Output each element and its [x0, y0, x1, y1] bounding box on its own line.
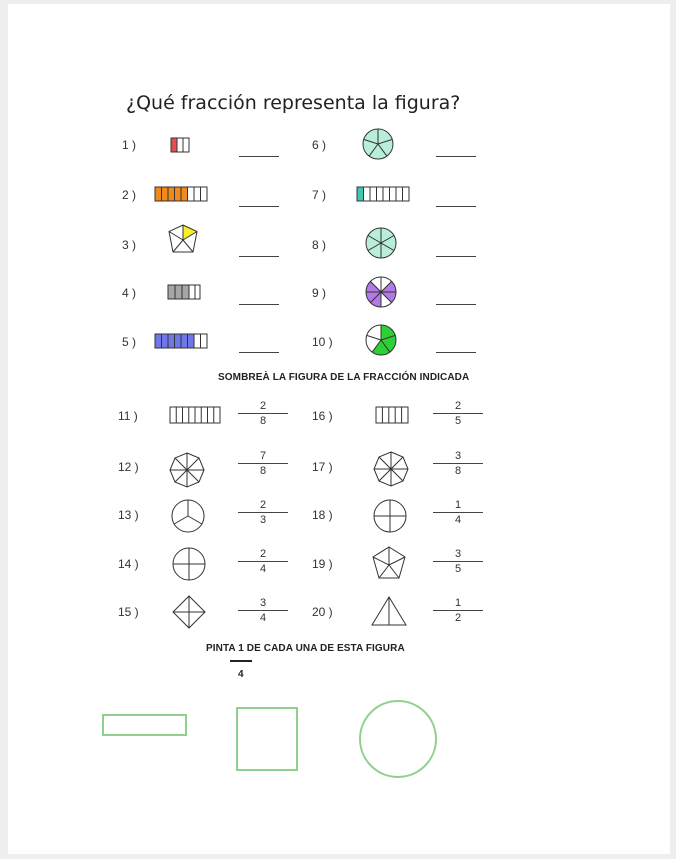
item-label-8: 8 ) — [312, 238, 327, 252]
fraction-17 — [433, 450, 483, 477]
numerator: 7 — [259, 450, 267, 462]
numerator: 3 — [454, 548, 462, 560]
item-label-18: 18 ) — [312, 508, 333, 522]
figure-7-rectangle — [357, 187, 409, 201]
figure-2-rectangle — [155, 187, 207, 201]
paint-circle[interactable] — [360, 701, 436, 777]
figure-1-rectangle — [171, 138, 189, 152]
numerator: 2 — [454, 400, 462, 412]
figure-11-rectangle[interactable] — [170, 407, 220, 423]
figure-15-diamond[interactable] — [173, 596, 205, 628]
item-label-20: 20 ) — [312, 605, 333, 619]
quarter-denominator: 4 — [238, 669, 244, 680]
figure-9-circle — [366, 277, 396, 307]
figure-14-circle[interactable] — [173, 548, 205, 580]
figure-4-rectangle — [168, 285, 200, 299]
item-label-1: 1 ) — [122, 138, 137, 152]
item-label-16: 16 ) — [312, 409, 333, 423]
figure-17-octagon[interactable] — [374, 452, 408, 486]
figure-20-triangle[interactable] — [372, 597, 406, 625]
item-label-12: 12 ) — [118, 460, 139, 474]
denominator: 4 — [259, 612, 267, 624]
figure-19-pentagon[interactable] — [373, 547, 405, 578]
denominator: 5 — [454, 415, 462, 427]
item-label-15: 15 ) — [118, 605, 139, 619]
item-label-11: 11 ) — [118, 409, 138, 423]
fraction-bar — [433, 463, 483, 464]
item-label-17: 17 ) — [312, 460, 333, 474]
fraction-14 — [238, 548, 288, 575]
figure-5-rectangle — [155, 334, 207, 348]
fraction-16 — [433, 400, 483, 427]
denominator: 4 — [259, 563, 267, 575]
figure-8-circle — [366, 228, 396, 258]
fraction-19 — [433, 548, 483, 575]
fraction-bar — [238, 610, 288, 611]
fraction-15 — [238, 597, 288, 624]
section-heading-paint: PINTA 1 DE CADA UNA DE ESTA FIGURA — [206, 643, 405, 654]
worksheet-page — [8, 4, 670, 854]
figure-10-circle — [366, 325, 396, 355]
fraction-bar — [238, 413, 288, 414]
item-label-4: 4 ) — [122, 286, 137, 300]
item-label-13: 13 ) — [118, 508, 139, 522]
numerator: 2 — [259, 548, 267, 560]
fraction-bar — [433, 413, 483, 414]
figure-13-circle[interactable] — [172, 500, 204, 532]
fraction-bar — [238, 463, 288, 464]
figure-18-circle[interactable] — [374, 500, 406, 532]
item-label-9: 9 ) — [312, 286, 327, 300]
denominator: 5 — [454, 563, 462, 575]
fraction-11 — [238, 400, 288, 427]
quarter-fraction-bar — [230, 660, 252, 662]
denominator: 8 — [259, 465, 267, 477]
figure-16-rectangle[interactable] — [376, 407, 408, 423]
fraction-bar — [433, 610, 483, 611]
fraction-bar — [238, 512, 288, 513]
fraction-18 — [433, 499, 483, 526]
item-label-6: 6 ) — [312, 138, 327, 152]
item-label-10: 10 ) — [312, 335, 333, 349]
fraction-bar — [238, 561, 288, 562]
fraction-20 — [433, 597, 483, 624]
item-label-2: 2 ) — [122, 188, 137, 202]
page-title: ¿Qué fracción representa la figura? — [126, 92, 461, 114]
fraction-12 — [238, 450, 288, 477]
numerator: 3 — [454, 450, 462, 462]
denominator: 3 — [259, 514, 267, 526]
numerator: 2 — [259, 400, 267, 412]
numerator: 2 — [259, 499, 267, 511]
numerator: 1 — [454, 499, 462, 511]
denominator: 4 — [454, 514, 462, 526]
paint-square[interactable] — [237, 708, 297, 770]
numerator: 1 — [454, 597, 462, 609]
fraction-bar — [433, 561, 483, 562]
figures-layer — [8, 4, 670, 854]
denominator: 8 — [454, 465, 462, 477]
figure-12-octagon[interactable] — [170, 453, 204, 487]
numerator: 3 — [259, 597, 267, 609]
item-label-14: 14 ) — [118, 557, 139, 571]
paint-rectangle[interactable] — [103, 715, 186, 735]
item-label-5: 5 ) — [122, 335, 137, 349]
section-heading-shade: SOMBREÀ LA FIGURA DE LA FRACCIÓN INDICADA — [218, 372, 470, 383]
denominator: 8 — [259, 415, 267, 427]
fraction-13 — [238, 499, 288, 526]
fraction-bar — [433, 512, 483, 513]
figure-3-pentagon — [169, 225, 197, 252]
item-label-19: 19 ) — [312, 557, 333, 571]
item-label-3: 3 ) — [122, 238, 137, 252]
denominator: 2 — [454, 612, 462, 624]
figure-6-circle — [363, 129, 393, 159]
item-label-7: 7 ) — [312, 188, 327, 202]
